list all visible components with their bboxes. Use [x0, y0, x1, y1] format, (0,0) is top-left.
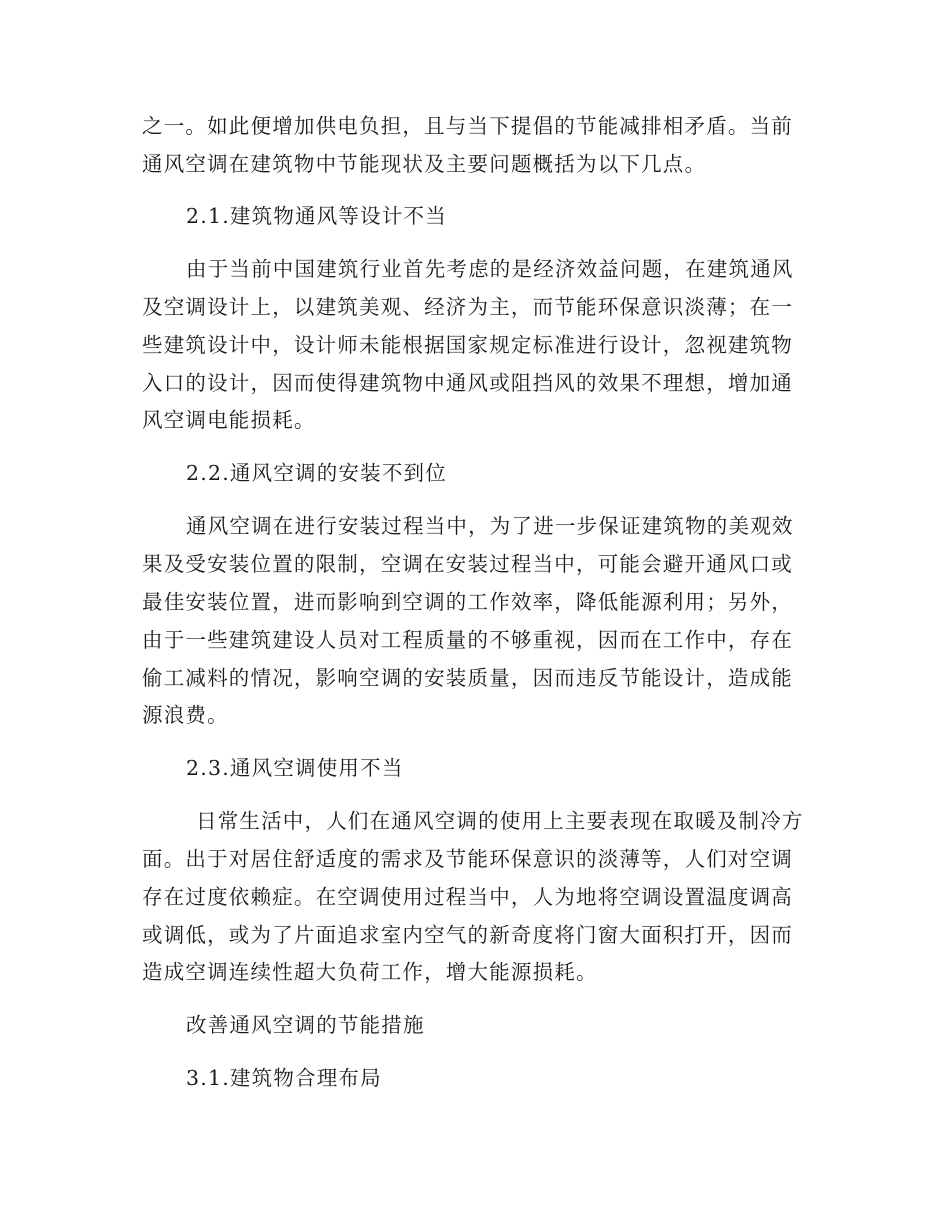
body-text-line: 些建筑设计中，设计师未能根据国家规定标准进行设计，忽视建筑物	[142, 333, 793, 357]
body-text-line: 日常生活中，人们在通风空调的使用上主要表现在取暖及制冷方	[196, 809, 804, 833]
body-text-line: 由于一些建筑建设人员对工程质量的不够重视，因而在工作中，存在	[142, 628, 793, 652]
section-heading-3: 改善通风空调的节能措施	[186, 1013, 425, 1037]
body-text-line: 及空调设计上，以建筑美观、经济为主，而节能环保意识淡薄；在一	[142, 295, 793, 319]
body-text-line: 存在过度依赖症。在空调使用过程当中，人为地将空调设置温度调高	[142, 885, 793, 909]
body-text-line: 之一。如此便增加供电负担，且与当下提倡的节能减排相矛盾。当前	[142, 114, 793, 138]
body-text-line: 面。出于对居住舒适度的需求及节能环保意识的淡薄等，人们对空调	[142, 847, 793, 871]
section-heading-2-2: 2.2.通风空调的安装不到位	[186, 461, 447, 485]
body-text-line: 入口的设计，因而使得建筑物中通风或阻挡风的效果不理想，增加通	[142, 371, 793, 395]
section-heading-2-3: 2.3.通风空调使用不当	[186, 756, 404, 780]
body-text-line: 果及受安装位置的限制，空调在安装过程当中，可能会避开通风口或	[142, 552, 793, 576]
body-text-line: 源浪费。	[142, 703, 229, 727]
body-text-line: 最佳安装位置，进而影响到空调的工作效率，降低能源利用；另外，	[142, 590, 793, 614]
section-heading-3-1: 3.1.建筑物合理布局	[186, 1066, 382, 1090]
body-text-line: 风空调电能损耗。	[142, 408, 316, 432]
section-heading-2-1: 2.1.建筑物通风等设计不当	[186, 204, 447, 228]
body-text-line: 由于当前中国建筑行业首先考虑的是经济效益问题，在建筑通风	[186, 257, 794, 281]
body-text-line: 通风空调在进行安装过程当中，为了进一步保证建筑物的美观效	[186, 514, 794, 538]
body-text-line: 或调低，或为了片面追求室内空气的新奇度将门窗大面积打开，因而	[142, 923, 793, 947]
body-text-line: 造成空调连续性超大负荷工作，增大能源损耗。	[142, 960, 598, 984]
body-text-line: 偷工减料的情况，影响空调的安装质量，因而违反节能设计，造成能	[142, 666, 793, 690]
body-text-line: 通风空调在建筑物中节能现状及主要问题概括为以下几点。	[142, 152, 707, 176]
